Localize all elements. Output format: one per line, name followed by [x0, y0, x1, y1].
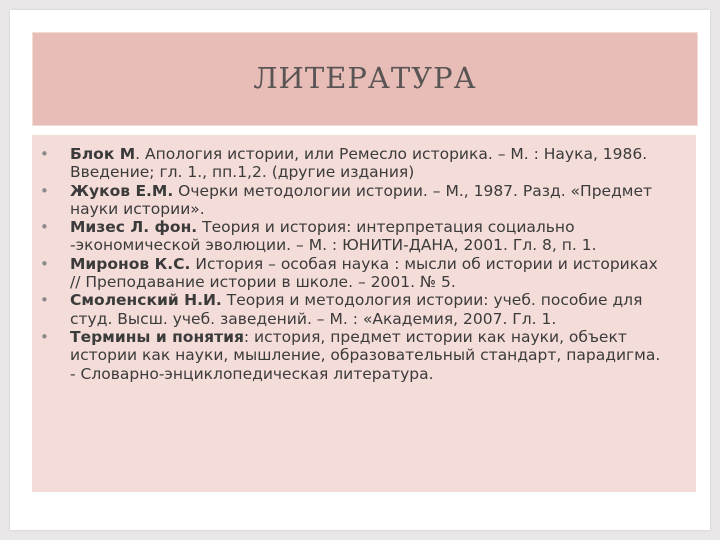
reference-text: Очерки методологии истории. – М., 1987. Разд. «Предмет науки истории». [70, 181, 653, 218]
reference-text: Теория и методология истории: учеб. пособие для студ. Высш. учеб. заведений. – М. : «Академия, 2007. Гл. 1. [70, 291, 643, 328]
reference-author: Смоленский Н.И. [70, 291, 222, 310]
list-item [40, 327, 670, 383]
list-item [40, 181, 670, 219]
bullet-icon: • [40, 291, 49, 310]
list-item [40, 145, 670, 182]
reference-text: . Апология истории, или Ремесло историка. – М. : Наука, 1986. Введение; гл. 1., пп.1,2. (другие издания) [70, 145, 648, 182]
list-item [40, 291, 670, 328]
bullet-icon: • [40, 145, 49, 163]
bullet-icon: • [40, 327, 49, 346]
title-band [32, 32, 698, 126]
bullet-icon: • [40, 181, 49, 200]
list-item [40, 254, 670, 292]
reference-author: Термины и понятия [70, 327, 244, 346]
slide-title: ЛИТЕРАТУРА [253, 61, 477, 95]
reference-author: Миронов К.С. [70, 254, 191, 273]
list-item [40, 218, 670, 255]
content-band [32, 135, 696, 492]
reference-text: История – особая наука : мысли об истории и историках // Преподавание истории в школе. – 2001. № 5. [70, 254, 658, 292]
reference-author: Мизес Л. фон. [70, 218, 198, 237]
slide [10, 10, 710, 530]
bullet-icon: • [40, 254, 49, 273]
bullet-icon: • [40, 218, 49, 237]
reference-author: Жуков Е.М. [70, 181, 174, 200]
reference-author: Блок М [70, 145, 136, 163]
reference-text: Теория и история: интерпретация социально -экономической эволюции. – М. : ЮНИТИ-ДАНА, 2001. Гл. 8, п. 1. [70, 218, 597, 255]
reference-list [40, 145, 670, 383]
reference-text: : история, предмет истории как науки, объект истории как науки, мышление, образовательный стандарт, парадигма. - Словарно-энциклопедическая литература. [70, 327, 661, 383]
